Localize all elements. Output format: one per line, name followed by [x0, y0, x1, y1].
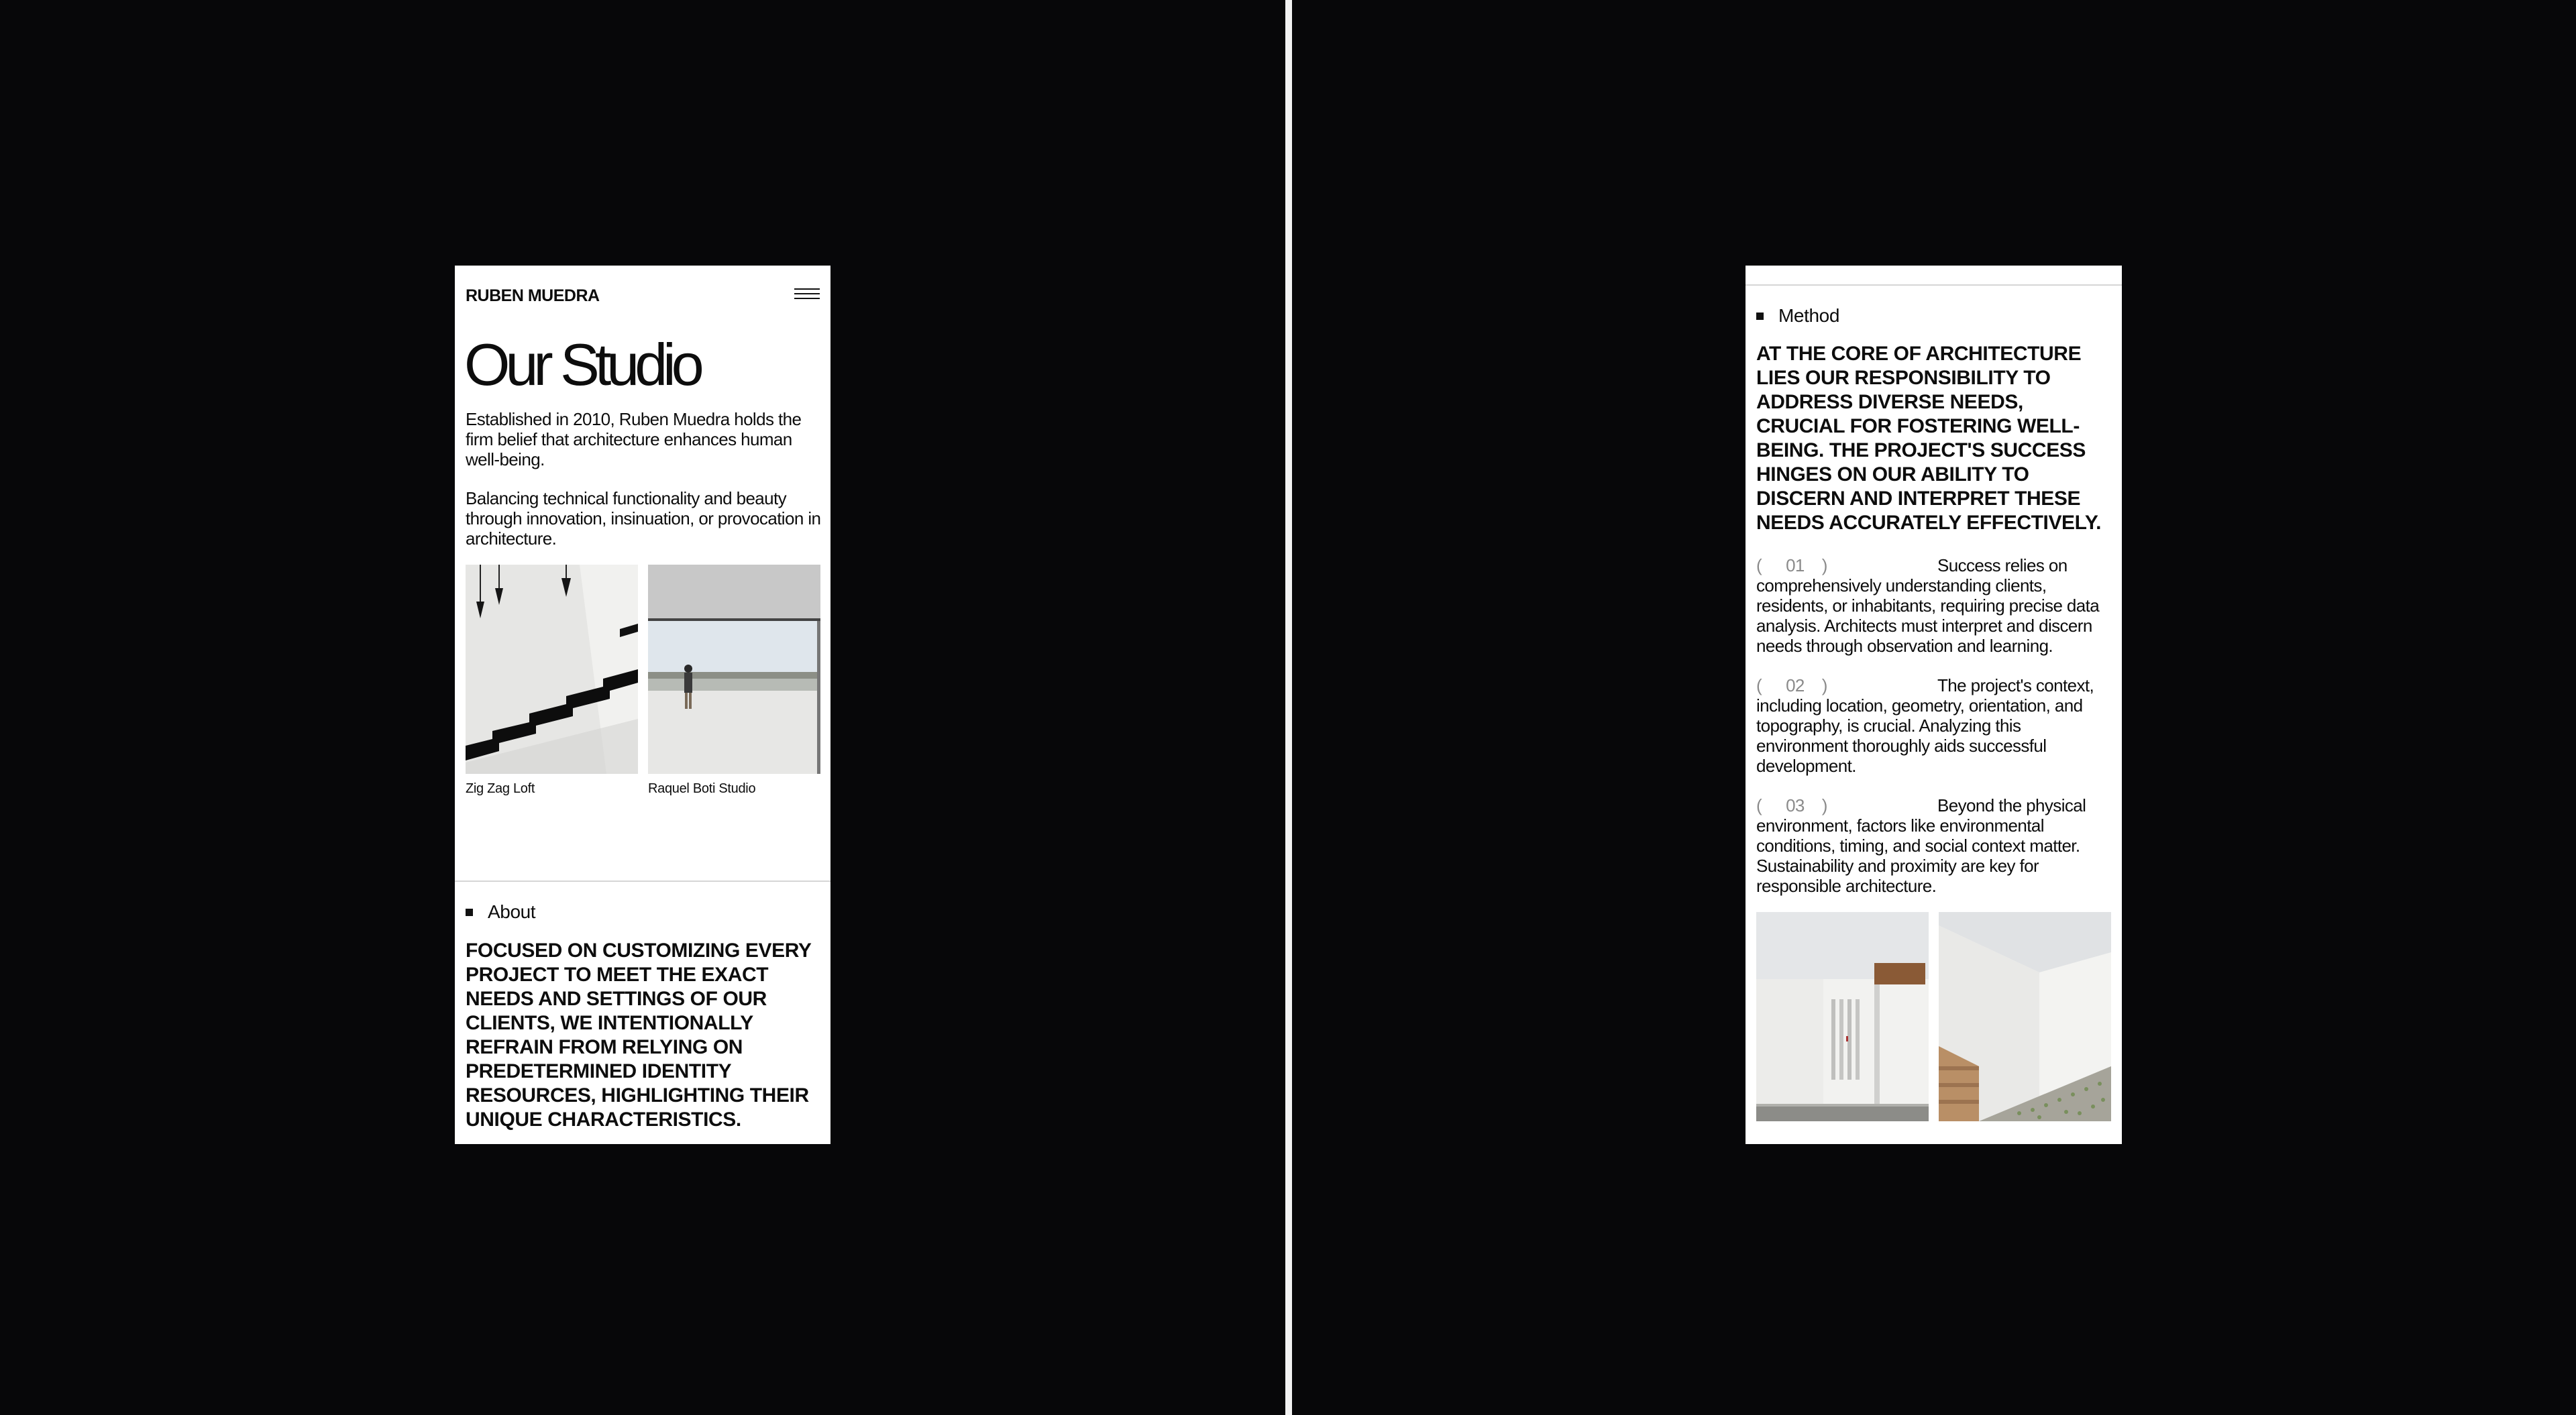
white-wall-stairs-photo[interactable]: [1939, 912, 2111, 1121]
point-number: ( 02 ): [1756, 675, 1827, 695]
point-number: ( 01 ): [1756, 555, 1827, 575]
section-divider: [455, 881, 830, 882]
point-text: Success relies on comprehensively understanding clients, residents, or inhabitants, requiring precise data analysis. Architects must interpret and discern needs through observation and learning.: [1756, 555, 2100, 656]
about-statement: FOCUSED ON CUSTOMIZING EVERY PROJECT TO MEET THE EXACT NEEDS AND SETTINGS OF OUR CLIENTS, WE INTENTIONALLY REFRAIN FROM RELYING ON PREDETERMINED IDENTITY RESOURCES, HIGHLIGHTING THEIR UNIQUE CHARACTERISTICS.: [466, 940, 811, 1131]
mobile-screen-studio: [455, 266, 830, 1144]
bullet-icon: [466, 909, 473, 916]
method-point: [1756, 795, 2112, 896]
site-header: [466, 286, 820, 306]
method-statement: AT THE CORE OF ARCHITECTURE LIES OUR RESPONSIBILITY TO ADDRESS DIVERSE NEEDS, CRUCIAL FOR FOSTERING WELL-BEING. THE PROJECT'S SUCCESS HINGES ON OUR ABILITY TO DISCERN AND INTERPRET THESE NEEDS ACCURATELY EFFECTIVELY.: [1756, 343, 2102, 534]
brand-logo[interactable]: RUBEN MUEDRA: [466, 286, 600, 305]
project-card[interactable]: [1939, 912, 2111, 1121]
section-label-text: About: [488, 901, 536, 922]
point-number: ( 03 ): [1756, 795, 1827, 815]
method-point: [1756, 675, 2112, 776]
project-caption[interactable]: Raquel Boti Studio: [648, 781, 756, 796]
zig-zag-loft-photo[interactable]: [466, 565, 638, 774]
white-facade-photo[interactable]: [1756, 912, 1929, 1121]
method-point: [1756, 555, 2112, 656]
mobile-screen-method: [1746, 266, 2122, 1144]
hamburger-menu-icon[interactable]: [794, 288, 820, 303]
screen-divider: [1285, 0, 1292, 1415]
project-card[interactable]: [648, 565, 820, 797]
project-caption[interactable]: Zig Zag Loft: [466, 781, 535, 796]
point-text: Beyond the physical environment, factors like environmental conditions, timing, and social context matter. Sustainability and proximity are key for responsible architecture.: [1756, 795, 2086, 896]
intro-paragraph: Balancing technical functionality and beauty through innovation, insinuation, or provocation in architecture.: [466, 488, 821, 549]
project-card[interactable]: [466, 565, 638, 797]
raquel-boti-studio-photo[interactable]: [648, 565, 820, 774]
point-text: The project's context, including location, geometry, orientation, and topography, is crucial. Analyzing this environment thoroughly aids successful development.: [1756, 675, 2094, 776]
bullet-icon: [1756, 313, 1764, 320]
project-card[interactable]: [1756, 912, 1929, 1121]
page-title: Our Studio: [464, 331, 700, 398]
intro-paragraph: Established in 2010, Ruben Muedra holds the firm belief that architecture enhances human well-being.: [466, 409, 802, 469]
section-divider: [1746, 284, 2122, 286]
section-label-text: Method: [1778, 305, 1839, 326]
